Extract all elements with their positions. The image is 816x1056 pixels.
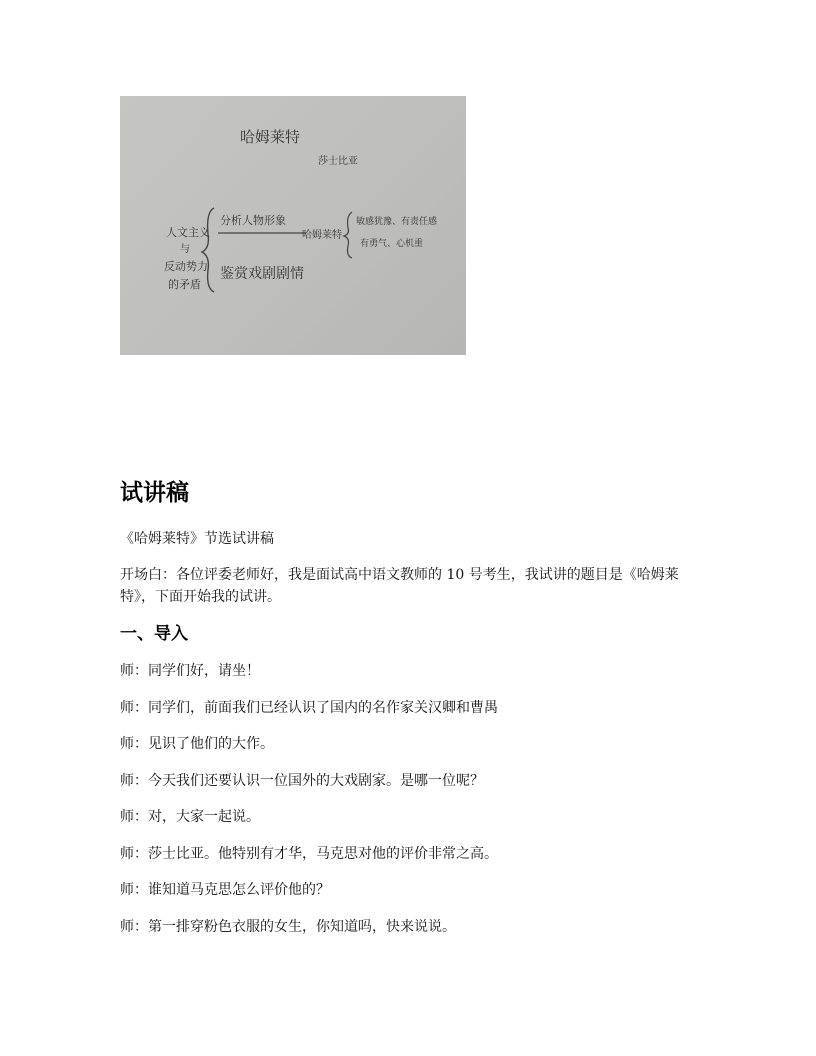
mind-map-photo: [120, 96, 466, 355]
dialogue-line: 师：同学们好，请坐！: [120, 663, 260, 679]
handwritten-mind-map: [120, 96, 466, 355]
photo-trait2: 有勇气、心机重: [360, 239, 424, 249]
right-brace: [344, 212, 352, 258]
dialogue-line: 师：谁知道马克思怎么评价他的？: [120, 882, 330, 898]
photo-hamlet: 哈姆莱特: [302, 230, 342, 241]
photo-branch2: 鉴赏戏剧剧情: [220, 266, 304, 282]
photo-left-mid: 与: [180, 244, 190, 255]
dialogue-line: 师：对，大家一起说。: [120, 809, 260, 825]
photo-left-low2: 的矛盾: [168, 278, 201, 291]
page-title: 试讲稿: [120, 480, 189, 506]
photo-title: 哈姆莱特: [240, 128, 301, 146]
left-brace: [202, 208, 214, 292]
subtitle: 《哈姆莱特》节选试讲稿: [120, 531, 274, 547]
dialogue-line: 师：今天我们还要认识一位国外的大戏剧家。是哪一位呢？: [120, 772, 484, 789]
photo-left-top: 人文主义: [166, 226, 210, 239]
photo-left-low1: 反动势力: [164, 260, 208, 273]
dialogue-line: 师：莎士比亚。他特别有才华，马克思对他的评价非常之高。: [120, 845, 498, 862]
photo-branch1: 分析人物形象: [220, 214, 286, 227]
opening-paragraph: 开场白：各位评委老师好，我是面试高中语文教师的 10 号考生，我试讲的题目是《哈姆莱特》，下面开始我的试讲。: [120, 567, 679, 605]
dialogue-line: 师：第一排穿粉色衣服的女生，你知道吗，快来说说。: [120, 918, 456, 935]
section-title: 一、导入: [120, 624, 188, 644]
document-body: [120, 528, 700, 952]
photo-author: 莎士比亚: [318, 156, 358, 167]
dialogue-line: 师：同学们，前面我们已经认识了国内的名作家关汉卿和曹禺: [120, 699, 498, 716]
photo-trait1: 敏感犹豫、有责任感: [356, 217, 438, 227]
dialogue-line: 师：见识了他们的大作。: [120, 736, 274, 752]
